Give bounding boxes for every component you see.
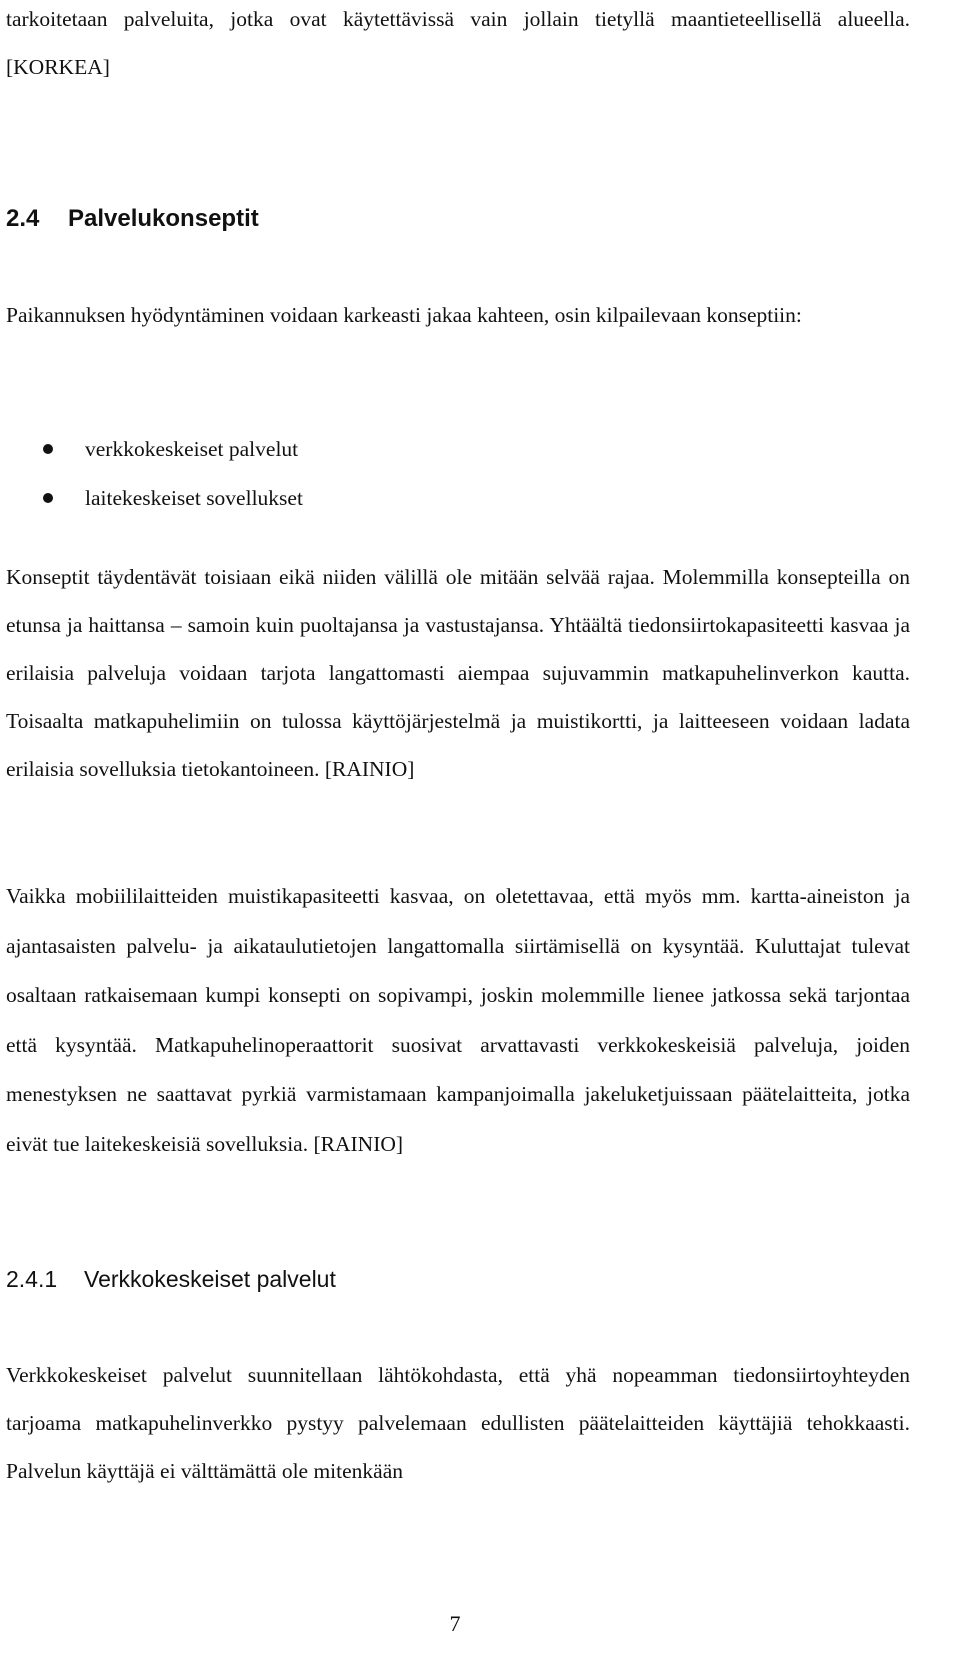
- paragraph-network-services: Verkkokeskeiset palvelut suunnitellaan lähtökohdasta, että yhä nopeamman tiedonsiirtoyhteyden tarjoama matkapuhelinverkko pystyy palvelemaan edullisten päätelaitteiden käyttäjiä tehokkaasti. Palvelun käyttäjä ei välttämättä ole mitenkään: [6, 1363, 910, 1483]
- subsection-title: Verkkokeskeiset palvelut: [84, 1266, 336, 1292]
- section-number: 2.4: [6, 205, 40, 232]
- subsection-heading: [6, 1263, 336, 1295]
- section-heading: [6, 203, 259, 235]
- bullet-icon: [43, 493, 53, 503]
- paragraph-concepts-intro: Paikannuksen hyödyntäminen voidaan karkeasti jakaa kahteen, osin kilpailevaan konseptiin:: [6, 303, 802, 327]
- section-title: Palvelukonseptit: [68, 205, 259, 232]
- page-number: 7: [449, 1611, 461, 1636]
- paragraph-intro-continued: tarkoitetaan palveluita, jotka ovat käytettävissä vain jollain tietyllä maantieteellisellä alueella. [KORKEA]: [6, 7, 910, 79]
- list-item-label: verkkokeskeiset palvelut: [85, 437, 299, 461]
- list-item-label: laitekeskeiset sovellukset: [85, 486, 303, 510]
- subsection-number: 2.4.1: [6, 1266, 58, 1292]
- paragraph-complement: Konseptit täydentävät toisiaan eikä niiden välillä ole mitään selvää rajaa. Molemmilla konsepteilla on etunsa ja haittansa – samoin kuin puoltajansa ja vastustajansa. Yhtäältä tiedonsiirtokapasiteetti kasvaa ja erilaisia palveluja voidaan tarjota langattomasti aiempaa sujuvammin matkapuhelinverkon kautta. Toisaalta matkapuhelimiin on tulossa käyttöjärjestelmä ja muistikortti, ja laitteeseen voidaan ladata erilaisia sovelluksia tietokantoineen. [RAINIO]: [6, 565, 910, 781]
- bullet-icon: [43, 444, 53, 454]
- paragraph-memory: Vaikka mobiililaitteiden muistikapasiteetti kasvaa, on oletettavaa, että myös mm. kartta-aineiston ja ajantasaisten palvelu- ja aikataulutietojen langattomalla siirtämisellä on kysyntää. Kuluttajat tulevat osaltaan ratkaisemaan kumpi konsepti on sopivampi, joskin molemmille lienee jatkossa sekä tarjontaa että kysyntää. Matkapuhelinoperaattorit suosivat arvattavasti verkkokeskeisiä palveluja, joiden menestyksen ne saattavat pyrkiä varmistamaan kampanjoimalla jakeluketjuissaan päätelaitteita, jotka eivät tue laitekeskeisiä sovelluksia. [RAINIO]: [6, 884, 910, 1156]
